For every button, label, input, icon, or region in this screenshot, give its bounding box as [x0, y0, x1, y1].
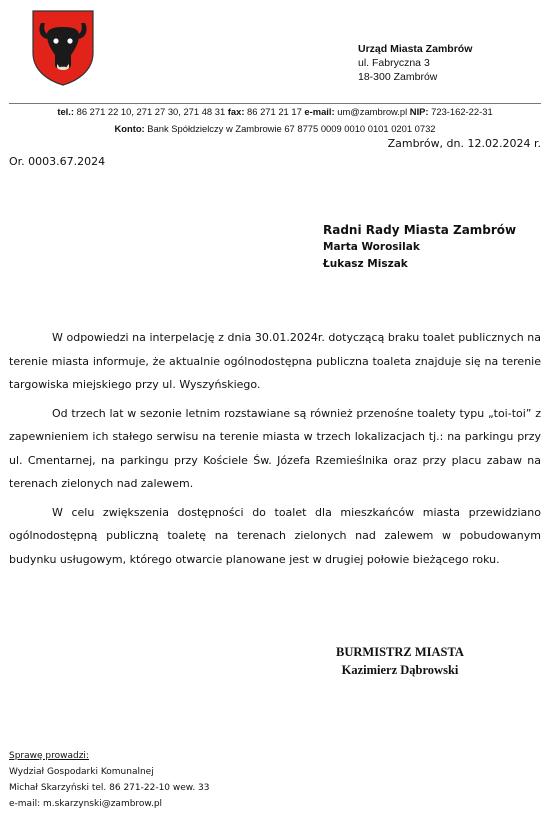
header-divider: [9, 103, 541, 104]
signature-name: Kazimierz Dąbrowski: [341, 663, 459, 677]
nip-value: 723-162-22-31: [428, 106, 493, 117]
place-date: Zambrów, dn. 12.02.2024 r.: [387, 137, 541, 150]
footer-person: Michał Skarzyński tel. 86 271-22-10 wew. 33: [9, 783, 210, 793]
tel-value: 86 271 22 10, 271 27 30, 271 48 31: [74, 106, 228, 117]
fax-label: fax:: [227, 106, 245, 117]
email-label: e-mail:: [304, 106, 335, 117]
reference-number: Or. 0003.67.2024: [9, 155, 106, 168]
signature-title: BURMISTRZ MIASTA: [336, 645, 464, 659]
office-name: Urząd Miasta Zambrów: [358, 43, 473, 55]
office-street: ul. Fabryczna 3: [358, 57, 430, 69]
tel-label: tel.:: [57, 106, 74, 117]
office-city: 18-300 Zambrów: [358, 71, 438, 83]
signature-block: [300, 643, 500, 679]
footer-heading: Sprawę prowadzi:: [9, 751, 89, 761]
account-label: Konto:: [114, 123, 145, 134]
fax-value: 86 271 21 17: [244, 106, 305, 117]
letter-body: [9, 326, 541, 576]
account-value: Bank Spółdzielczy w Zambrowie 67 8775 0009 0010 0101 0201 0732: [144, 123, 436, 134]
account-line: [0, 123, 550, 134]
addressee-line-2: Marta Worosilak: [323, 241, 420, 253]
footer-department: Wydział Gospodarki Komunalnej: [9, 767, 154, 777]
contact-line: [0, 106, 550, 117]
footer-email: e-mail: m.skarzynski@zambrow.pl: [9, 799, 163, 809]
bison-head-coat-of-arms-icon: [31, 9, 95, 86]
case-handler-footer: [9, 748, 210, 812]
body-paragraph-1: W odpowiedzi na interpelację z dnia 30.01.2024r. dotyczącą braku toalet publicznych na terenie miasta informuje, że aktualnie ogólnodostępna publiczna toaleta znajduje się na terenie targowiska miejskiego przy ul. Wyszyńskiego.: [9, 331, 541, 391]
body-paragraph-2: Od trzech lat w sezonie letnim rozstawiane są również przenośne toalety typu „toi-toi” z zapewnieniem ich stałego serwisu na terenie miasta w trzech lokalizacjach tj.: na parkingu przy ul. Cmentarnej, na parkingu przy Kościele Św. Józefa Rzemieślnika oraz przy placu zabaw na terenach zielonych nad zalewem.: [9, 406, 541, 490]
addressee-line-1: Radni Rady Miasta Zambrów: [323, 223, 517, 237]
email-value: um@zambrow.pl: [334, 106, 410, 117]
body-paragraph-3: W celu zwiększenia dostępności do toalet dla mieszkańców miasta przewidziano ogólnodostępną publiczną toaletę na terenach zielonych nad zalewem w pobudowanym budynku usługowym, którego otwarcie planowane jest w drugiej połowie bieżącego roku.: [9, 505, 541, 566]
addressee-block: [323, 222, 516, 273]
nip-label: NIP:: [409, 106, 429, 117]
addressee-line-3: Łukasz Miszak: [323, 258, 408, 270]
office-address: [358, 42, 472, 84]
